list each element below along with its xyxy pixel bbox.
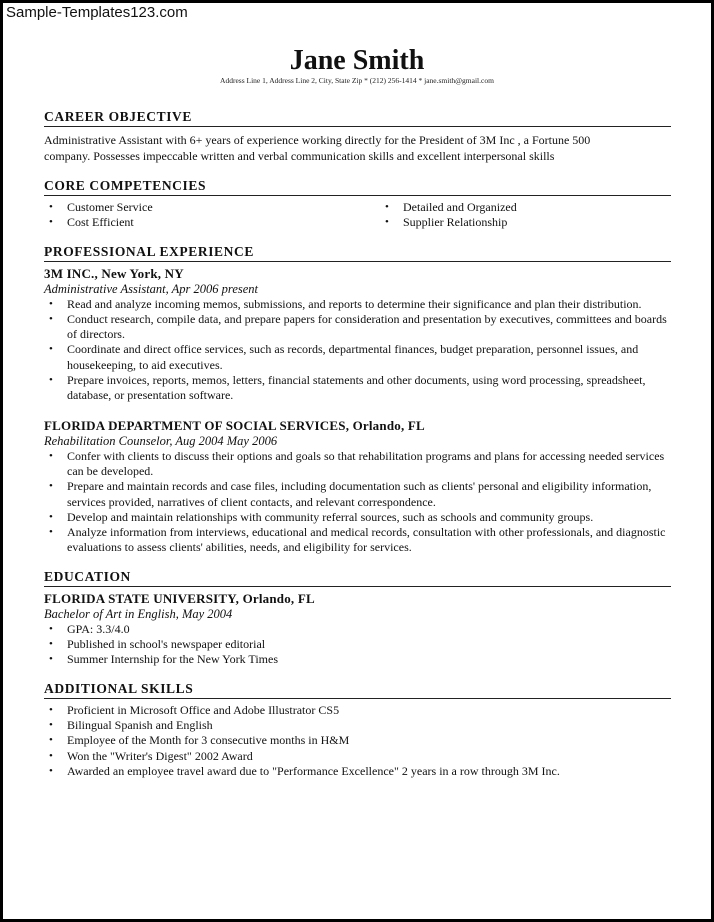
duty-item: • Confer with clients to discuss their options and goals so that rehabilitation programs and plans for accessing needed services can be developed.	[44, 449, 671, 480]
competency-column-right	[380, 200, 670, 231]
resume-page	[3, 3, 711, 919]
section-additional-skills	[44, 681, 671, 779]
duty-item: • Read and analyze incoming memos, submissions, and reports to determine their significance and plan their distribution.	[44, 297, 671, 312]
objective-text	[44, 133, 671, 164]
education-item: • Summer Internship for the New York Times	[44, 652, 671, 667]
contact-line: Address Line 1, Address Line 2, City, State Zip * (212) 256-1414 * jane.smith@gmail.com	[220, 76, 494, 85]
degree: Bachelor of Art in English, May 2004	[44, 606, 233, 621]
school-name: FLORIDA STATE UNIVERSITY, Orlando, FL	[44, 590, 315, 606]
duty-item: • Prepare invoices, reports, memos, letters, financial statements and other documents, using word processing, spreadsheet, database, or presentation software.	[44, 373, 671, 404]
job-duties	[44, 449, 671, 556]
competency-item: • Supplier Relationship	[380, 215, 670, 230]
duty-item: • Prepare and maintain records and case files, including documentation such as clients' personal and eligibility information, services provided, narratives of client contacts, and relevant correspondence.	[44, 479, 671, 510]
duty-item: • Develop and maintain relationships with community referral sources, such as schools and community groups.	[44, 510, 671, 525]
job-organization: 3M INC., New York, NY	[44, 265, 184, 281]
competency-item: • Detailed and Organized	[380, 200, 670, 215]
objective-line: company. Possesses impeccable written and verbal communication skills and excellent interpersonal skills	[44, 148, 555, 163]
skill-item: • Proficient in Microsoft Office and Adobe Illustrator CS5	[44, 703, 671, 718]
competency-item: • Cost Efficient	[44, 215, 380, 230]
competency-columns	[44, 200, 671, 231]
job-entry	[44, 417, 671, 556]
site-watermark: Sample-Templates123.com	[6, 4, 188, 21]
skill-item: • Awarded an employee travel award due to "Performance Excellence" 2 years in a row through 3M Inc.	[44, 764, 671, 779]
job-duties	[44, 297, 671, 404]
section-title: CAREER OBJECTIVE	[44, 109, 671, 127]
education-item: • GPA: 3.3/4.0	[44, 622, 671, 637]
section-core-competencies	[44, 178, 671, 231]
education-details	[44, 622, 671, 668]
job-organization: FLORIDA DEPARTMENT OF SOCIAL SERVICES, Orlando, FL	[44, 417, 425, 433]
competency-item: • Customer Service	[44, 200, 380, 215]
duty-item: • Analyze information from interviews, educational and medical records, consultation with other professionals, and diagnostic evaluations to assess clients' abilities, needs, and eligibility for services.	[44, 525, 671, 556]
section-career-objective	[44, 109, 671, 164]
skill-item: • Won the "Writer's Digest" 2002 Award	[44, 749, 671, 764]
section-professional-experience	[44, 244, 671, 556]
objective-line: Administrative Assistant with 6+ years of experience working directly for the President of 3M Inc , a Fortune 500	[44, 133, 591, 147]
section-title: CORE COMPETENCIES	[44, 178, 671, 196]
education-item: • Published in school's newspaper editorial	[44, 637, 671, 652]
job-role: Rehabilitation Counselor, Aug 2004 May 2006	[44, 433, 278, 448]
section-title: EDUCATION	[44, 569, 671, 587]
skills-list	[44, 703, 671, 779]
competency-column-left	[44, 200, 380, 231]
applicant-name: Jane Smith	[289, 45, 425, 76]
skill-item: • Bilingual Spanish and English	[44, 718, 671, 733]
section-title: ADDITIONAL SKILLS	[44, 681, 671, 699]
duty-item: • Conduct research, compile data, and prepare papers for consideration and presentation by executives, committees and boards of directors.	[44, 312, 671, 343]
job-role: Administrative Assistant, Apr 2006 present	[44, 281, 259, 296]
skill-item: • Employee of the Month for 3 consecutive months in H&M	[44, 733, 671, 748]
section-title: PROFESSIONAL EXPERIENCE	[44, 244, 671, 262]
duty-item: • Coordinate and direct office services, such as records, departmental finances, budget preparation, personnel issues, and housekeeping, to aid executives.	[44, 342, 671, 373]
resume-body	[44, 106, 671, 779]
job-entry	[44, 265, 671, 404]
section-education	[44, 569, 671, 668]
